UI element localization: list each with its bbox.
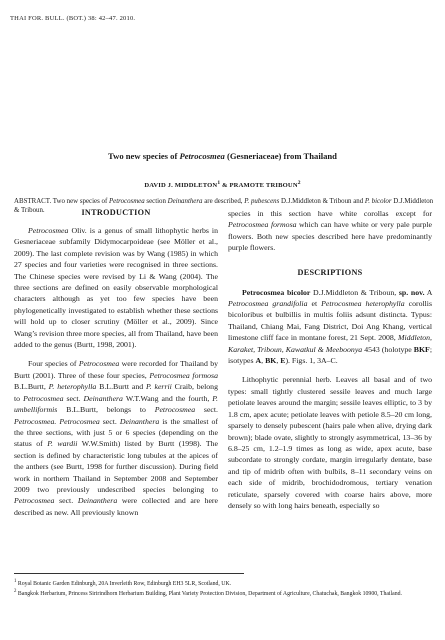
taxon: Deinanthera bbox=[77, 496, 118, 506]
paragraph-text: sect. bbox=[54, 496, 78, 506]
author-1-mark: 1 bbox=[217, 180, 221, 186]
abstract-text: D.J.Middleton & Triboun and bbox=[279, 198, 365, 205]
paragraph-text: B.L.Burtt, belongs to bbox=[57, 405, 155, 415]
sp-nov-label: sp. nov. bbox=[398, 287, 425, 297]
paragraph-text: Four species of bbox=[28, 359, 79, 369]
taxon: Petrocosmea heterophylla bbox=[321, 299, 405, 309]
author-1: DAVID J. MIDDLETON bbox=[144, 182, 218, 190]
author-line bbox=[0, 180, 445, 189]
herbarium-code: A bbox=[255, 356, 262, 366]
taxon: Petrocosmea bbox=[23, 393, 64, 403]
paragraph-text: ; isotypes bbox=[228, 344, 432, 366]
abstract-text: section bbox=[144, 198, 168, 205]
abstract-text: are described, bbox=[202, 198, 245, 205]
paragraph-text: ). Figs. 1, 3A–C. bbox=[285, 356, 338, 366]
paragraph-text: which can have white or very pale purple flowers. Both new species described here have predominantly purple flowers. bbox=[228, 220, 432, 253]
author-2: & PRAMOTE TRIBOUN bbox=[220, 182, 298, 190]
taxon: Petrocosmea. Petrocosmea bbox=[14, 416, 100, 426]
species-description: Lithophytic perennial herb. Leaves all basal and of two types: small tightly clustered sessile leaves and much large petiolate leaves around the margin; sessile leaves elliptic, to 3 by 1.8 cm, apex acute; petiolate leaves with petiole 8.5–20 cm long, sparsely to densely pubescent (hairs pale when alive, drying dark brown); blade ovate, slightly to strongly asymmetrical, 13–36 by 6.8–25 cm, 1.2–1.9 times as long as wide, apex acute, base subcordate to strongly cordate, margin irregularly dentate, base and tip of midrib often with bulbils, 8–11 secondary veins on each side of midrib, brochidodromous, tertiary venation reticulate, sparsely covered with coarse hairs above, more densely so with long hairs beneath, especially so bbox=[228, 375, 432, 510]
descriptions-heading: DESCRIPTIONS bbox=[297, 267, 363, 277]
paper-title bbox=[0, 151, 445, 161]
taxon: Petrocosmea formosa bbox=[228, 220, 297, 230]
paragraph-text: A bbox=[424, 287, 432, 297]
footnote-2 bbox=[14, 588, 434, 599]
taxon: P. umbelliformis bbox=[14, 393, 219, 415]
footnote-2-mark: 2 bbox=[14, 589, 17, 594]
herbarium-code: BKF bbox=[413, 344, 430, 354]
taxon: P. kerrii bbox=[145, 382, 172, 392]
collectors: Middleton, Karaket, Triboun, Kawatkul & Meeboonya bbox=[228, 333, 432, 354]
taxon: Petrocosmea bbox=[28, 226, 69, 235]
footnote-2-text: Bangkok Herbarium, Princess Siririndhorn Herbarium Building, Plant Variety Protection Division, Department of Agriculture, Chatuchak, Bangkok 10900, Thailand. bbox=[17, 590, 402, 597]
running-head: THAI FOR. BULL. (BOT.) 38: 42–47. 2010. bbox=[10, 15, 136, 22]
taxon: Petrocosmea bbox=[154, 405, 196, 415]
abstract-taxon: Petrocosmea bbox=[108, 198, 145, 205]
left-column bbox=[14, 208, 218, 518]
title-text: Two new species of bbox=[108, 151, 180, 161]
paragraph-text: corollis bicoloribus et bulbillis in multis foliis adsunt distincta. Typus: Thailand, Chiang Mai, Fang District, Doi Ang Khang, vertical limestone cliff face in montane forest, 21 Sept. 2008, bbox=[228, 299, 433, 343]
paragraph-text: Craib, belong to bbox=[14, 382, 218, 403]
abstract-taxon: Deinanthera bbox=[167, 198, 203, 205]
taxon: Petrocosmea grandifolia bbox=[228, 299, 308, 309]
paragraph-text: B.L.Burtt and bbox=[96, 382, 146, 392]
intro-paragraph-continued bbox=[228, 208, 432, 254]
intro-paragraph-1 bbox=[14, 225, 218, 350]
paragraph-text: were recorded for Thailand by Burtt (2001). Three of these four species, bbox=[14, 359, 219, 380]
taxon: P. wardii bbox=[47, 439, 78, 449]
footnote-1-mark: 1 bbox=[14, 579, 17, 584]
paragraph-text: sect. bbox=[63, 393, 84, 403]
paragraph-text: species in this section have white corollas except for bbox=[228, 209, 432, 218]
herbarium-code: E bbox=[280, 356, 286, 366]
paragraph-text: et bbox=[307, 299, 322, 309]
taxon: Deinanthera bbox=[119, 416, 160, 426]
taxon: Petrocosmea bbox=[14, 496, 55, 506]
title-genus: Petrocosmea bbox=[179, 151, 225, 161]
footnote-1 bbox=[14, 578, 434, 589]
species-diagnosis bbox=[228, 287, 432, 367]
abstract-text: Two new species of bbox=[51, 198, 109, 205]
intro-paragraph-2 bbox=[14, 358, 218, 518]
paragraph-text: sect. bbox=[99, 416, 120, 426]
title-text-end: (Gesneriaceae) from Thailand bbox=[224, 151, 337, 161]
footnote-1-text: Royal Botanic Garden Edinburgh, 20A Inverleith Row, Edinburgh EH3 5LR, Scotland, UK. bbox=[17, 580, 232, 587]
abstract-text: D.J.Middleton & Triboun. bbox=[14, 198, 434, 214]
introduction-heading: INTRODUCTION bbox=[81, 208, 151, 217]
paragraph-text: sect. bbox=[195, 405, 218, 415]
species-name: Petrocosmea bicolor bbox=[242, 287, 311, 297]
author-2-mark: 2 bbox=[297, 180, 301, 186]
paragraph-text: W.T.Wang and the fourth, bbox=[122, 393, 213, 403]
paragraph-text: Oliv. is a genus of small lithophytic herbs in Gesneriaceae subfamily Didymocarpoideae (see Möller et al., 2009). The last complete revision was by Wang (1985) in which 27 species and four varieties were recognised in three sections. The Chinese species were revised by Li & Wang (2004). The three sections are defined on easily observable morphological characters although as yet too few species have been phylogenetically investigated to establish whether these sections will hold up to closer scrutiny (Möller et al., 2009). Since Wang’s revision three more species, all from Thailand, have been added to the genus (Burtt, 1998, 2001). bbox=[14, 226, 218, 350]
abstract-taxon: P. bicolor bbox=[364, 198, 392, 205]
paragraph-text: 4543 (holotype bbox=[362, 344, 414, 354]
abstract-taxon: P. pubescens bbox=[244, 198, 280, 205]
paragraph-text: is the smallest of the three sections, with just 5 or 6 species (depending on the status of bbox=[14, 416, 218, 449]
right-column bbox=[228, 208, 432, 511]
herbarium-code: BK bbox=[265, 356, 277, 366]
abstract-label: ABSTRACT. bbox=[14, 198, 52, 205]
paragraph-text: W.W.Smith) listed by Burtt (1998). The section is defined by characteristic long tubules at the apices of the anthers (see Burtt, 1998 for further discussion). During field work in northern Thailand in September 2008 and September 2009 two previously undescribed species belonging to bbox=[14, 439, 219, 494]
taxon: Deinanthera bbox=[83, 393, 123, 403]
paragraph-text: B.L.Burtt, bbox=[14, 382, 49, 392]
paragraph-text: , bbox=[261, 356, 266, 366]
taxon: Petrocosmea formosa bbox=[149, 370, 218, 380]
footnote-rule bbox=[14, 573, 244, 574]
taxon: P. heterophylla bbox=[48, 382, 97, 392]
paragraph-text: were collected and are here described as new. All previously known bbox=[14, 496, 218, 517]
taxon: Petrocosmea bbox=[78, 359, 120, 369]
paragraph-text: D.J.Middleton & Triboun, bbox=[310, 287, 399, 297]
paragraph-text: , bbox=[276, 356, 281, 366]
